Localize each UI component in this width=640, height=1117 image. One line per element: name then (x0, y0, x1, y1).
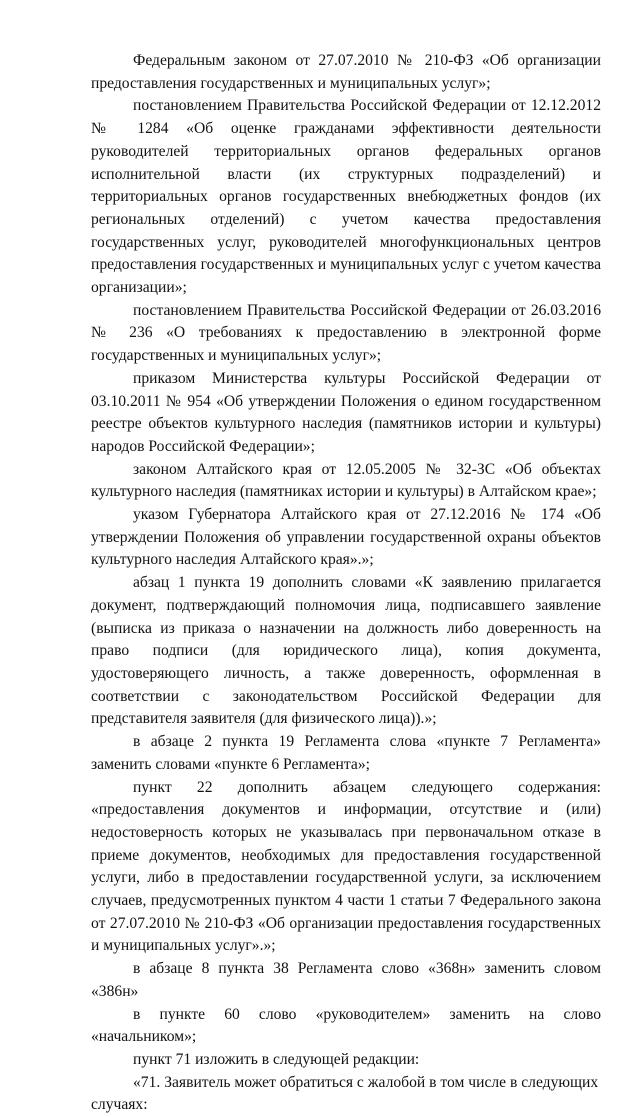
paragraph-decree-174: указом Губернатора Алтайского края от 27.12.2016 № 174 «Об утверждении Положения об управлении государственной охраны объектов культурного наследия Алтайского края».»; (91, 506, 601, 569)
paragraph-clause-60-replacement: в пункте 60 слово «руководителем» заменить на слово «начальником»; (91, 1005, 601, 1046)
paragraph-resolution-236: постановлением Правительства Российской Федерации от 26.03.2016 № 236 «О требованиях к предоставлению в электронной форме государственных и муниципальных услуг»; (91, 301, 601, 365)
paragraph-regional-law-32: законом Алтайского края от 12.05.2005 № 32-ЗС «Об объектах культурного наследия (памятниках истории и культуры) в Алтайском крае»; (91, 460, 601, 501)
paragraph-clause-19-replacement: в абзаце 2 пункта 19 Регламента слова «пункте 7 Регламента» заменить словами «пункте 6 Регламента»; (91, 733, 601, 773)
paragraph-clause-38-replacement: в абзаце 8 пункта 38 Регламента слово «368н» заменить словом «386н» (91, 960, 601, 1000)
paragraph-clause-71-intro: пункт 71 изложить в следующей редакции: (133, 1050, 420, 1068)
paragraph-clause-19-addition: абзац 1 пункта 19 дополнить словами «К заявлению прилагается документ, подтверждающий полномочия лица, подписавшего заявление (выписка из приказа о назначении на должность либо доверенность на право подписи (для юридического лица), копия документа, удостоверяющего личность, а также доверенность, оформленная в соответствии с законодательством Российской Федерации для представителя заявителя (для физического лица)).»; (91, 574, 601, 728)
paragraph-clause-71-text: «71. Заявитель может обратиться с жалобой в том числе в следующих случаях: (91, 1073, 599, 1114)
document-body (91, 50, 601, 1117)
paragraph-clause-22-addition: пункт 22 дополнить абзацем следующего содержания: «предоставления документов и информации, отсутствие и (или) недостоверность которых не указывалась при первоначальном отказе в приеме документов, необходимых для предоставления государственной услуги, либо в предоставлении государственной услуги, за исключением случаев, предусмотренных пунктом 4 части 1 статьи 7 Федерального закона от 27.07.2010 № 210-ФЗ «Об организации предоставления государственных и муниципальных услуг».»; (91, 778, 601, 955)
paragraph-order-954: приказом Министерства культуры Российской Федерации от 03.10.2011 № 954 «Об утверждении Положения о едином государственном реестре объектов культурного наследия (памятников истории и культуры) народов Российской Федерации»; (91, 369, 601, 455)
paragraph-resolution-1284: постановлением Правительства Российской Федерации от 12.12.2012 № 1284 «Об оценке гражданами эффективности деятельности руководителей территориальных органов федеральных органов исполнительной власти (их структурных подразделений) и территориальных органов государственных внебюджетных фондов (их региональных отделений) с учетом качества предоставления государственных услуг, руководителей многофункциональных центров предоставления государственных и муниципальных услуг с учетом качества организации»; (91, 97, 601, 297)
paragraph-federal-law-210: Федеральным законом от 27.07.2010 № 210-ФЗ «Об организации предоставления государственных и муниципальных услуг»; (91, 52, 601, 92)
